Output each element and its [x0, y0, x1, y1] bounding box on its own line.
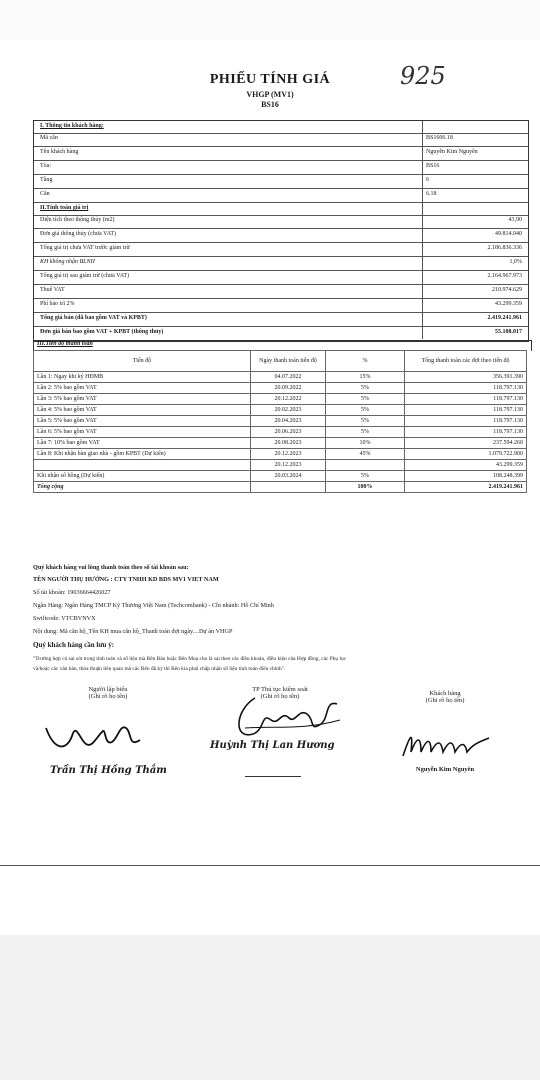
cell-amount: 118.797.130 [405, 394, 527, 405]
cell-amount: 118.797.130 [405, 383, 527, 394]
cell-percent: 5% [326, 471, 405, 482]
total-amount: 2.419.241.961 [405, 482, 527, 493]
total-percent: 100% [326, 482, 405, 493]
price-calc-row [34, 313, 528, 327]
col-header-date: Ngày thanh toán tiến độ [251, 351, 326, 372]
customer-info-row [34, 175, 528, 189]
customer-info-row [34, 147, 528, 161]
project-subtitle: VHGP (MV1) [246, 90, 294, 99]
scan-top-margin [0, 0, 540, 40]
cell-percent: 5% [326, 383, 405, 394]
scan-bottom-margin [0, 935, 540, 1080]
customer-name: Nguyễn Kim Nguyên [415, 766, 475, 773]
customer-info-value: 6 [426, 177, 429, 183]
disclaimer-line-2: và/hoặc các văn bản, thỏa thuận liên quan mà các Bên đã ký thì Bên kia phải chấp nhận số liệu tính toán điều chỉnh". [33, 666, 286, 672]
price-calc-row [34, 285, 528, 299]
cell-stage: Lần 7: 10% bao gồm VAT [34, 438, 251, 449]
col-header-stage: Tiến độ [34, 351, 251, 372]
customer-info-row [34, 161, 528, 175]
cell-date: 20.06.2023 [251, 427, 326, 438]
price-calc-value: 49.814.040 [495, 231, 522, 237]
preparer-signature [40, 710, 150, 755]
cell-percent: 5% [326, 405, 405, 416]
price-calc-row [34, 229, 528, 243]
cell-percent: 15% [326, 372, 405, 383]
price-calc-label: Tổng giá bán (đã bao gồm VAT và KPBT) [40, 315, 147, 321]
cell-stage: Lần 4: 5% bao gồm VAT [34, 405, 251, 416]
preparer-name: Trần Thị Hồng Thắm [50, 765, 167, 776]
customer-info-label: Tên khách hàng [40, 149, 79, 155]
customer-info-value: BS16 [426, 163, 440, 169]
cell-date: 20.02.2023 [251, 405, 326, 416]
table-row [34, 460, 527, 471]
document-title: PHIẾU TÍNH GIÁ [209, 72, 331, 87]
cell-stage [34, 460, 251, 471]
cell-amount: 237.594.260 [405, 438, 527, 449]
payment-content: Nội dung: Mã căn hộ_Tên KH mua căn hộ_Thanh toán đợt ngày....Dự án VHGP [33, 628, 233, 635]
price-calc-label: Đơn giá bán bao gồm VAT + KPBT (thông thủy) [40, 329, 164, 335]
cell-percent: 5% [326, 416, 405, 427]
cell-date: 20.09.2022 [251, 383, 326, 394]
bank-name: Ngân Hàng: Ngân Hàng TMCP Kỹ Thương Việt Nam (Techcombank) - Chi nhánh: Hồ Chí Minh [33, 602, 274, 609]
cell-date: 20.03.2024 [251, 471, 326, 482]
customer-title: Khách hàng [429, 690, 461, 697]
table-row [34, 427, 527, 438]
cell-stage: Lần 1: Ngay khi ký HĐMB [34, 372, 251, 383]
cell-percent [326, 460, 405, 471]
account-number: Số tài khoản: 19036664426027 [33, 589, 111, 596]
info-calc-box [33, 120, 529, 342]
total-row [34, 482, 527, 493]
cell-date: 20.12.2023 [251, 449, 326, 460]
customer-block [395, 690, 495, 704]
table-row [34, 372, 527, 383]
price-calc-row [34, 243, 528, 257]
total-label: Tổng cộng [34, 482, 251, 493]
table-row [34, 438, 527, 449]
cell-date: 04.07.2022 [251, 372, 326, 383]
table-header-row [34, 351, 527, 372]
section1-heading: I. Thông tin khách hàng: [34, 121, 528, 134]
section3-heading: III.Tiến độ thanh toán [33, 340, 532, 351]
customer-info-label: Tầng [40, 177, 53, 183]
handwritten-number: 925 [400, 62, 446, 90]
customer-info-label: Căn [40, 191, 50, 197]
payment-intro: Quý khách hàng vui lòng thanh toán theo số tài khoản sau: [33, 564, 189, 571]
preparer-subtitle: (Ghi rõ họ tên) [88, 693, 128, 700]
price-calc-label: Tổng giá trị sau giảm trừ (chưa VAT) [40, 273, 130, 279]
cell-date: 20.12.2022 [251, 394, 326, 405]
customer-info-row [34, 133, 528, 147]
cell-stage: Lần 8: Khi nhận bàn giao nhà - gồm KPBT (Dự kiến) [34, 449, 251, 460]
price-calc-value: 55.108.017 [495, 329, 522, 335]
price-calc-label: Tổng giá trị chưa VAT trước giảm trừ [40, 245, 130, 251]
table-row [34, 449, 527, 460]
price-calc-value: 43,90 [508, 217, 522, 223]
payment-schedule-table [33, 350, 527, 493]
price-calc-row [34, 257, 528, 271]
cell-stage: Lần 5: 5% bao gồm VAT [34, 416, 251, 427]
price-calc-row [34, 271, 528, 285]
price-calc-value: 2.186.836.336 [487, 245, 522, 251]
customer-info-label: Mã căn [40, 135, 58, 141]
customer-signature [395, 722, 495, 762]
table-row [34, 416, 527, 427]
table-row [34, 405, 527, 416]
building-code: BS16 [261, 100, 279, 109]
cell-percent: 5% [326, 427, 405, 438]
preparer-title: Người lập biểu [88, 686, 128, 693]
page-divider [0, 865, 540, 866]
price-calc-value: 2.419.241.961 [487, 315, 522, 321]
controller-title: TP Thủ tục kiểm soát [252, 686, 308, 693]
price-calc-label: Diện tích theo thông thủy (m2) [40, 217, 115, 223]
cell-percent: 45% [326, 449, 405, 460]
beneficiary: TÊN NGƯỜI THỤ HƯỞNG : CTY TNHH KD BDS MV1 VIET NAM [33, 576, 219, 583]
disclaimer-line-1: "Trường hợp có sai sót trong tính toán và số liệu mà Bên Bán hoặc Bên Mua cho là sai theo các điều khoản, điều kiện của Hợp đồng, các Phụ lục [33, 656, 347, 662]
section2-heading: II.Tính toán giá trị [34, 203, 528, 216]
table-row [34, 471, 527, 482]
cell-percent: 10% [326, 438, 405, 449]
price-calc-row [34, 327, 528, 341]
preparer-block [58, 686, 158, 700]
cell-percent: 5% [326, 394, 405, 405]
customer-info-label: Tòa: [40, 163, 51, 169]
cell-amount: 118.797.130 [405, 427, 527, 438]
customer-info-row [34, 189, 528, 203]
price-calc-row [34, 299, 528, 313]
price-calc-value: 43.299.359 [495, 301, 522, 307]
cell-stage: Lần 6: 5% bao gồm VAT [34, 427, 251, 438]
price-calc-value: 1,0% [509, 259, 522, 265]
cell-date: 20.08.2023 [251, 438, 326, 449]
customer-info-value: 6.18 [426, 191, 437, 197]
cell-amount: 118.797.130 [405, 405, 527, 416]
cell-amount: 43.299.359 [405, 460, 527, 471]
controller-signature [225, 690, 345, 745]
col-header-amount: Tổng thanh toán các đợt theo tiến độ [405, 351, 527, 372]
col-header-percent: % [326, 351, 405, 372]
attention-heading: Quý khách hàng cần lưu ý: [33, 641, 115, 649]
cell-amount: 118.797.130 [405, 416, 527, 427]
customer-info-value: Nguyễn Kim Nguyên [426, 149, 478, 155]
customer-subtitle: (Ghi rõ họ tên) [425, 697, 465, 704]
price-calc-label: Thuế VAT [40, 287, 65, 293]
swift-code: Swiftcode: VTCBVNVX [33, 615, 96, 622]
price-calc-row [34, 215, 528, 229]
cell-stage: Khi nhận sổ hồng (Dự kiến) [34, 471, 251, 482]
cell-amount: 356.391.390 [405, 372, 527, 383]
cell-stage: Lần 2: 5% bao gồm VAT [34, 383, 251, 394]
price-calc-value: 210.974.629 [492, 287, 522, 293]
price-calc-label: KH không nhận BLNH [40, 259, 95, 265]
cell-amount: 1.079.722.900 [405, 449, 527, 460]
cell-date: 20.04.2023 [251, 416, 326, 427]
price-calc-value: 2.164.967.973 [487, 273, 522, 279]
controller-underline [245, 776, 301, 777]
controller-name: Huỳnh Thị Lan Hương [210, 740, 335, 751]
table-row [34, 394, 527, 405]
total-date [251, 482, 326, 493]
cell-date: 20.12.2023 [251, 460, 326, 471]
customer-info-value: BS1606.18 [426, 135, 453, 141]
cell-stage: Lần 3: 5% bao gồm VAT [34, 394, 251, 405]
price-calc-label: Đơn giá thông thủy (chưa VAT) [40, 231, 117, 237]
controller-subtitle: (Ghi rõ họ tên) [260, 693, 300, 700]
price-calc-label: Phí bảo trì 2% [40, 301, 75, 307]
cell-amount: 108.248.399 [405, 471, 527, 482]
table-row [34, 383, 527, 394]
